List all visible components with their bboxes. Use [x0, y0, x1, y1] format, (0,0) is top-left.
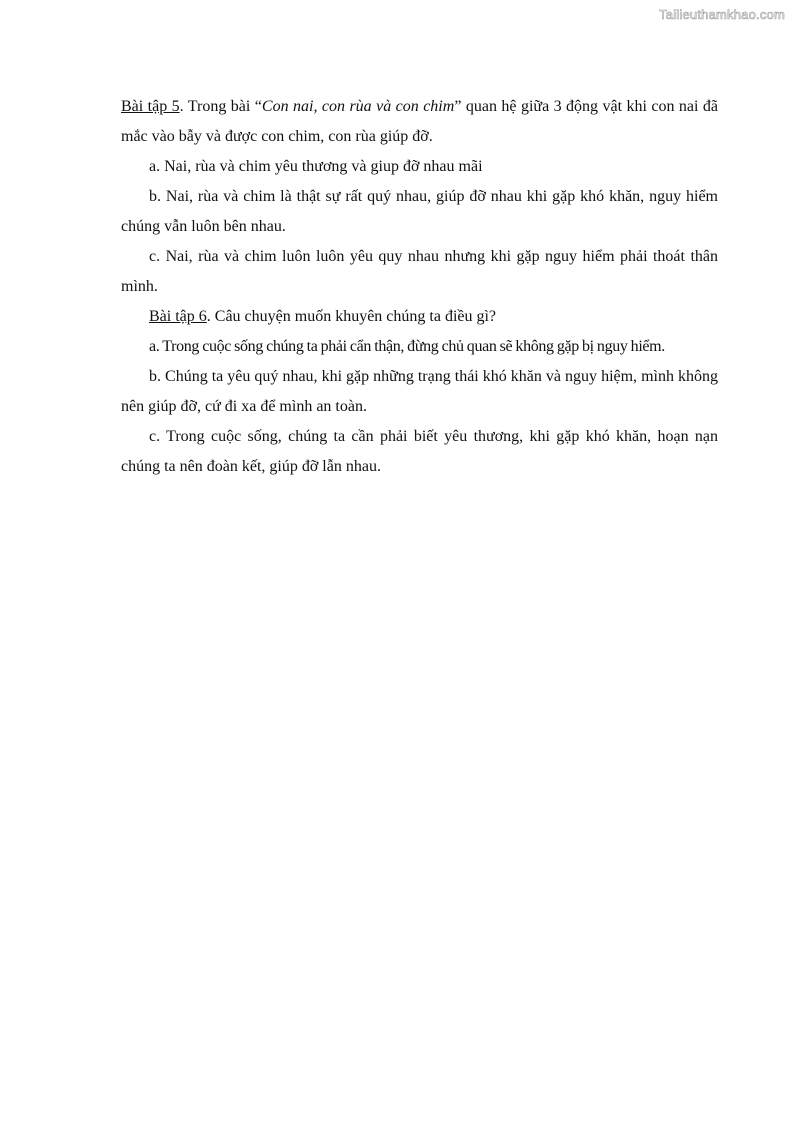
watermark-text: Tailieuthamkhao.com: [659, 7, 785, 22]
exercise-6-option-a: a. Trong cuộc sống chúng ta phải cẩn thận, đừng chủ quan sẽ không gặp bị nguy hiểm.: [149, 338, 665, 355]
exercise-6-option-c: c. Trong cuộc sống, chúng ta cần phải biết yêu thương, khi gặp khó khăn, hoạn nạn chúng ta nên đoàn kết, giúp đỡ lẫn nhau.: [121, 428, 718, 475]
document-body: [121, 92, 718, 482]
exercise-5-intro-before: . Trong bài “: [179, 98, 262, 115]
exercise-6-label: Bài tập 6: [149, 308, 207, 325]
exercise-5-option-a: a. Nai, rùa và chim yêu thương và giup đỡ nhau mãi: [149, 158, 483, 175]
story-title: Con nai, con rùa và con chim: [261, 98, 455, 115]
exercise-5-label: Bài tập 5: [121, 98, 180, 115]
exercise-5-option-b: b. Nai, rùa và chim là thật sự rất quý nhau, giúp đỡ nhau khi gặp khó khăn, nguy hiểm chúng vẫn luôn bên nhau.: [121, 188, 718, 235]
exercise-5-option-c: c. Nai, rùa và chim luôn luôn yêu quy nhau nhưng khi gặp nguy hiểm phải thoát thân mình.: [121, 248, 718, 295]
exercise-5-intro-after: ” quan hệ giữa 3 động vật khi con nai đã mắc vào bẫy và được con chim, con rùa giúp đỡ.: [121, 98, 719, 145]
exercise-5-question: [121, 92, 718, 152]
exercise-6-question: [121, 302, 718, 332]
exercise-6-question-text: . Câu chuyện muốn khuyên chúng ta điều gì?: [206, 308, 497, 325]
exercise-6-option-b: b. Chúng ta yêu quý nhau, khi gặp những trạng thái khó khăn và nguy hiệm, mình không nên giúp đỡ, cứ đi xa để mình an toàn.: [121, 368, 718, 415]
